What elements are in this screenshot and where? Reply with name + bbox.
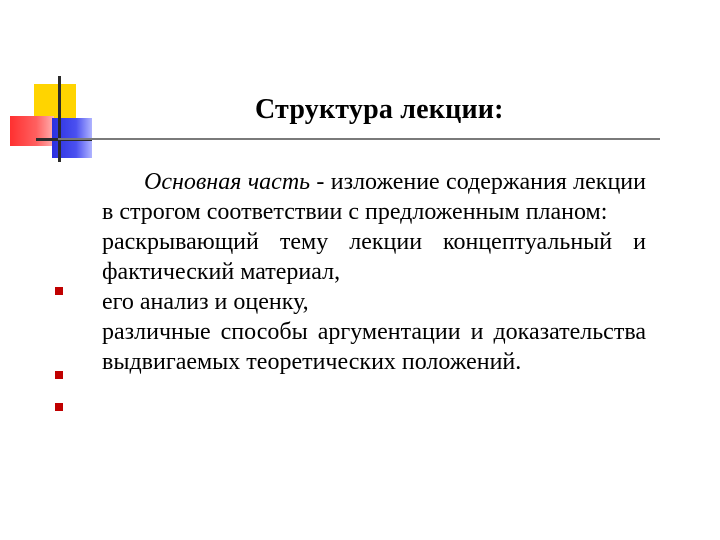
corner-logo-vertical-line (58, 76, 61, 162)
bullet-marker-1 (55, 287, 63, 295)
slide-title: Структура лекции: (255, 94, 504, 125)
bullet-item-3: различные способы аргументации и доказательства выдвигаемых теоретических положений. (102, 319, 646, 375)
bullet-marker-3 (55, 403, 63, 411)
corner-logo-red-bar (10, 116, 54, 146)
bullet-marker-2 (55, 371, 63, 379)
title-divider (58, 138, 660, 140)
slide-body (102, 167, 646, 377)
intro-emphasis: Основная часть (144, 169, 311, 195)
intro-paragraph (102, 167, 646, 227)
intro-text: - изложение содержания лекции в строгом соответствии с предложенным планом: (102, 169, 646, 225)
bullet-item-1: раскрывающий тему лекции концептуальный и фактический материал, (102, 229, 646, 285)
bullet-item-2: его анализ и оценку, (102, 289, 309, 315)
